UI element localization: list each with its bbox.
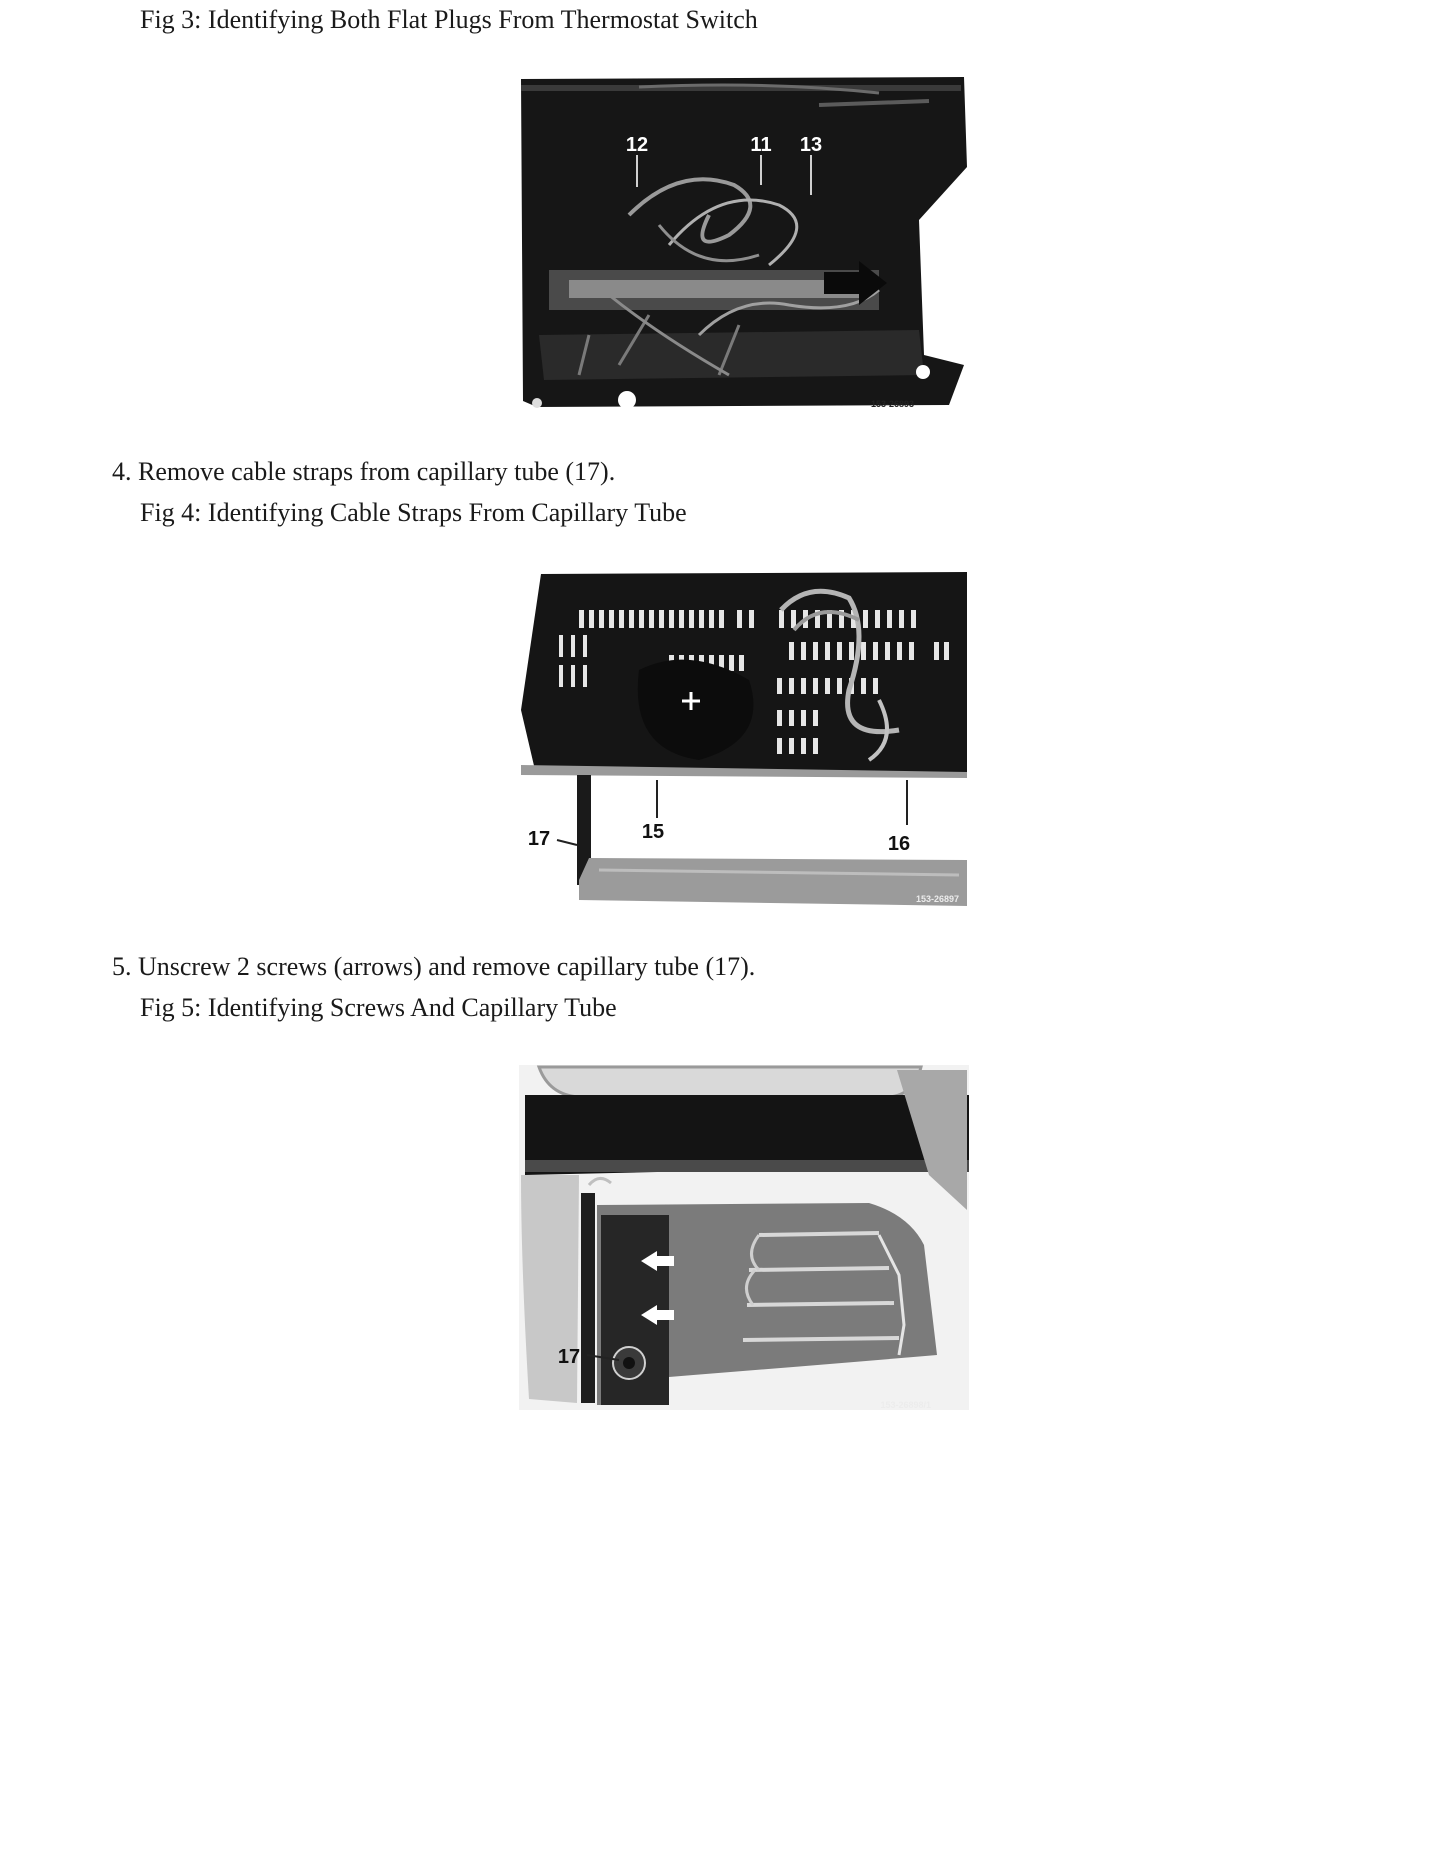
fig5-caption: Fig 5: Identifying Screws And Capillary Tube — [140, 993, 617, 1022]
fig5-image — [519, 1065, 969, 1410]
step4-text: 4. Remove cable straps from capillary tube (17). — [112, 457, 616, 486]
fig4-caption: Fig 4: Identifying Cable Straps From Capillary Tube — [140, 498, 687, 527]
fig5-code: 153-26898/1 — [880, 1400, 931, 1410]
fig4-callout-17: 17 — [527, 828, 551, 850]
fig3-caption: Fig 3: Identifying Both Flat Plugs From Thermostat Switch — [140, 5, 758, 34]
fig4-image — [519, 570, 969, 908]
fig3-callout-12: 12 — [625, 134, 649, 156]
fig3-code: 153-26893 — [870, 399, 914, 409]
fig3-image — [519, 75, 969, 415]
step5-text: 5. Unscrew 2 screws (arrows) and remove capillary tube (17). — [112, 952, 756, 981]
fig4-callout-16: 16 — [887, 833, 911, 855]
fig3-callout-11: 11 — [750, 134, 772, 156]
fig4-callout-15: 15 — [641, 821, 665, 843]
fig5-callout-17: 17 — [557, 1346, 581, 1368]
fig3-callout-13: 13 — [799, 134, 823, 156]
fig4-code: 153-26897 — [915, 894, 959, 904]
